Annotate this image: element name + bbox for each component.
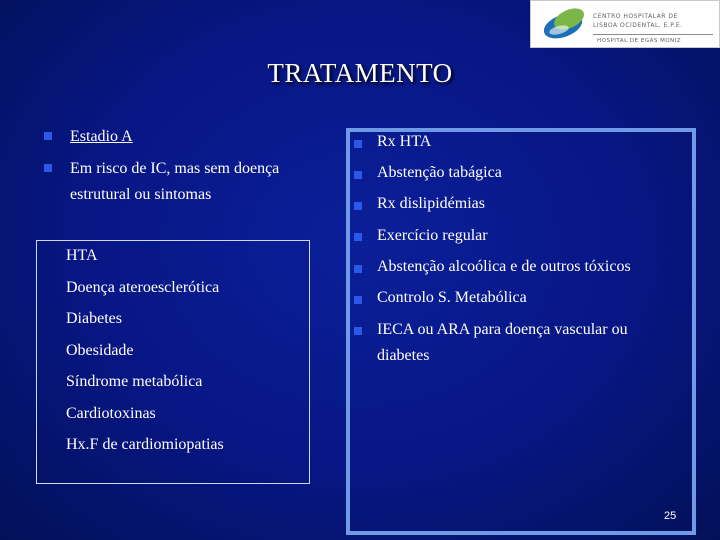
risk-factor-item: Obesidade [66,342,134,359]
risk-factor-item: Cardiotoxinas [66,405,156,422]
treatment-item-continuation: diabetes [377,347,430,364]
treatment-item: Rx dislipidémias [377,195,485,212]
hospital-logo [530,0,720,48]
left-item-stage: Estadio A [70,128,133,145]
logo-text-line3: HOSPITAL DE EGAS MONIZ [597,38,682,44]
page-number: 25 [664,510,677,522]
bullet-square-icon [354,296,362,304]
risk-factor-item: Síndrome metabólica [66,373,203,390]
treatment-item: Abstenção alcoólica e de outros tóxicos [377,258,631,275]
risk-factor-item: Diabetes [66,310,122,327]
risk-factor-item: Hx.F de cardiomiopatias [66,436,224,453]
bullet-square-icon [354,140,362,148]
logo-text-line1: CENTRO HOSPITALAR DE [593,13,678,20]
treatment-item: IECA ou ARA para doença vascular ou [377,321,628,338]
bullet-square-icon [354,265,362,273]
bullet-square-icon [354,202,362,210]
logo-leaf-icon [539,4,591,44]
treatment-item: Abstenção tabágica [377,164,502,181]
treatment-item: Controlo S. Metabólica [377,289,527,306]
logo-divider [593,34,713,35]
bullet-square-icon [354,233,362,241]
left-item-risk-line1: Em risco de IC, mas sem doença [70,160,280,177]
bullet-square-icon [354,171,362,179]
logo-text-line2: LISBOA OCIDENTAL, E.P.E. [593,22,683,29]
treatment-item: Rx HTA [377,133,432,150]
bullet-square-icon [354,327,362,335]
bullet-square-icon [44,132,52,140]
treatment-item: Exercício regular [377,227,488,244]
slide-title: TRATAMENTO [267,58,453,88]
left-item-risk-line2: estrutural ou sintomas [70,186,212,203]
risk-factor-item: Doença ateroesclerótica [66,279,220,296]
risk-factor-item: HTA [66,247,98,264]
bullet-square-icon [44,164,52,172]
